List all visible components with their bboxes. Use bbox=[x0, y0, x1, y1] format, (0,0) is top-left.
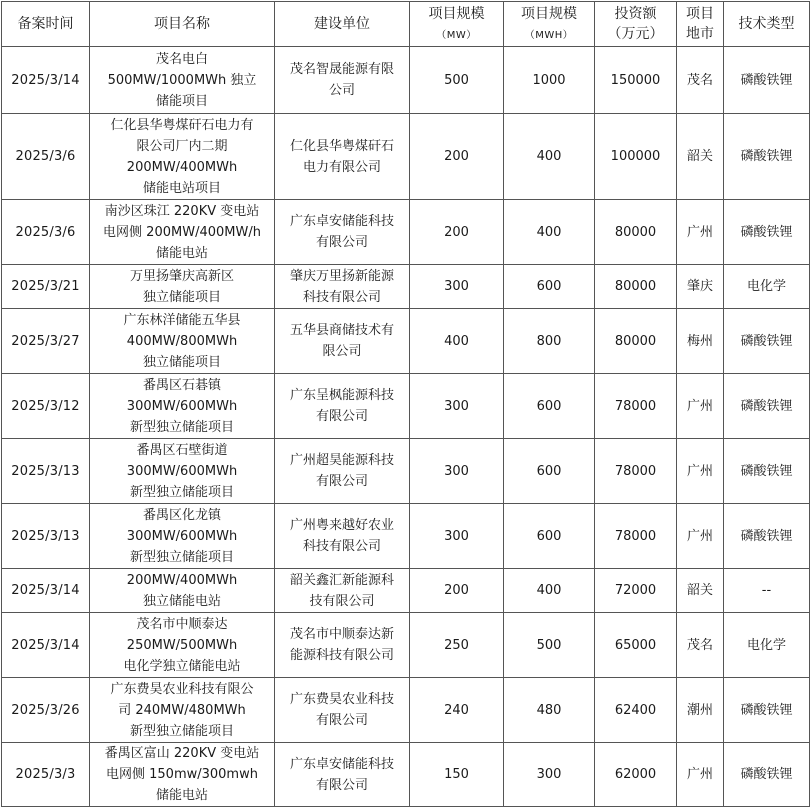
cell-tech-type: 磷酸铁锂 bbox=[724, 374, 810, 439]
cell-city: 广州 bbox=[677, 200, 724, 265]
table-row bbox=[2, 374, 810, 439]
cell-scale-mwh: 500 bbox=[504, 613, 595, 678]
cell-builder: 广州粤来越好农业 科技有限公司 bbox=[275, 504, 410, 569]
cell-tech-type: 电化学 bbox=[724, 613, 810, 678]
cell-city: 茂名 bbox=[677, 613, 724, 678]
cell-scale-mw: 150 bbox=[410, 743, 504, 807]
cell-date: 2025/3/14 bbox=[2, 569, 90, 613]
cell-tech-type: 磷酸铁锂 bbox=[724, 309, 810, 374]
cell-project-name: 番禺区富山 220KV 变电站 电网侧 150mw/300mwh 储能电站 bbox=[90, 743, 275, 807]
cell-investment: 62400 bbox=[595, 678, 677, 743]
cell-scale-mwh: 600 bbox=[504, 265, 595, 309]
cell-city: 茂名 bbox=[677, 47, 724, 114]
cell-city: 广州 bbox=[677, 439, 724, 504]
cell-builder: 广东费昊农业科技 有限公司 bbox=[275, 678, 410, 743]
cell-scale-mw: 400 bbox=[410, 309, 504, 374]
cell-builder: 茂名市中顺泰达新 能源科技有限公司 bbox=[275, 613, 410, 678]
cell-investment: 80000 bbox=[595, 309, 677, 374]
cell-tech-type: -- bbox=[724, 569, 810, 613]
cell-project-name: 番禺区化龙镇 300MW/600MWh 新型独立储能项目 bbox=[90, 504, 275, 569]
header-scale-mwh-unit: （MWH） bbox=[524, 29, 574, 41]
cell-tech-type: 磷酸铁锂 bbox=[724, 439, 810, 504]
header-row bbox=[2, 2, 810, 47]
cell-investment: 100000 bbox=[595, 114, 677, 200]
cell-scale-mw: 240 bbox=[410, 678, 504, 743]
cell-scale-mwh: 600 bbox=[504, 439, 595, 504]
cell-builder: 仁化县华粤煤矸石 电力有限公司 bbox=[275, 114, 410, 200]
cell-project-name: 番禺区石壁街道 300MW/600MWh 新型独立储能项目 bbox=[90, 439, 275, 504]
table-row bbox=[2, 309, 810, 374]
cell-project-name: 茂名电白 500MW/1000MWh 独立 储能项目 bbox=[90, 47, 275, 114]
cell-scale-mw: 200 bbox=[410, 114, 504, 200]
cell-investment: 62000 bbox=[595, 743, 677, 807]
cell-scale-mwh: 600 bbox=[504, 504, 595, 569]
cell-investment: 150000 bbox=[595, 47, 677, 114]
header-builder: 建设单位 bbox=[275, 2, 410, 47]
cell-tech-type: 电化学 bbox=[724, 265, 810, 309]
cell-project-name: 南沙区珠江 220KV 变电站 电网侧 200MW/400MW/h 储能电站 bbox=[90, 200, 275, 265]
cell-scale-mw: 500 bbox=[410, 47, 504, 114]
cell-scale-mwh: 400 bbox=[504, 114, 595, 200]
header-tech-type: 技术类型 bbox=[724, 2, 810, 47]
table-row bbox=[2, 265, 810, 309]
cell-scale-mw: 250 bbox=[410, 613, 504, 678]
cell-project-name: 茂名市中顺泰达 250MW/500MWh 电化学独立储能电站 bbox=[90, 613, 275, 678]
cell-city: 潮州 bbox=[677, 678, 724, 743]
cell-project-name: 广东费昊农业科技有限公 司 240MW/480MWh 新型独立储能项目 bbox=[90, 678, 275, 743]
header-scale-mw-unit: （MW） bbox=[436, 29, 477, 41]
cell-date: 2025/3/6 bbox=[2, 114, 90, 200]
cell-investment: 65000 bbox=[595, 613, 677, 678]
header-investment bbox=[595, 2, 677, 47]
header-investment-label: 投资额 bbox=[614, 6, 657, 22]
table-row bbox=[2, 569, 810, 613]
cell-scale-mwh: 480 bbox=[504, 678, 595, 743]
cell-investment: 80000 bbox=[595, 265, 677, 309]
cell-scale-mwh: 400 bbox=[504, 200, 595, 265]
cell-tech-type: 磷酸铁锂 bbox=[724, 678, 810, 743]
cell-investment: 80000 bbox=[595, 200, 677, 265]
header-scale-mwh-label: 项目规模 bbox=[521, 5, 577, 22]
cell-builder: 肇庆万里扬新能源 科技有限公司 bbox=[275, 265, 410, 309]
table-row bbox=[2, 47, 810, 114]
header-project-name: 项目名称 bbox=[90, 2, 275, 47]
cell-date: 2025/3/6 bbox=[2, 200, 90, 265]
cell-tech-type: 磷酸铁锂 bbox=[724, 114, 810, 200]
cell-builder: 茂名智晟能源有限 公司 bbox=[275, 47, 410, 114]
header-date: 备案时间 bbox=[2, 2, 90, 47]
cell-builder: 广东卓安储能科技 有限公司 bbox=[275, 743, 410, 807]
table-row bbox=[2, 439, 810, 504]
cell-project-name: 广东林洋储能五华县 400MW/800MWh 独立储能项目 bbox=[90, 309, 275, 374]
cell-builder: 广州超昊能源科技 有限公司 bbox=[275, 439, 410, 504]
table-row bbox=[2, 678, 810, 743]
cell-investment: 72000 bbox=[595, 569, 677, 613]
cell-scale-mwh: 600 bbox=[504, 374, 595, 439]
cell-tech-type: 磷酸铁锂 bbox=[724, 47, 810, 114]
cell-scale-mw: 300 bbox=[410, 374, 504, 439]
header-scale-mwh bbox=[504, 2, 595, 47]
cell-city: 肇庆 bbox=[677, 265, 724, 309]
cell-date: 2025/3/26 bbox=[2, 678, 90, 743]
cell-city: 广州 bbox=[677, 743, 724, 807]
table-row bbox=[2, 504, 810, 569]
cell-investment: 78000 bbox=[595, 374, 677, 439]
cell-project-name: 万里扬肇庆高新区 独立储能项目 bbox=[90, 265, 275, 309]
cell-scale-mwh: 400 bbox=[504, 569, 595, 613]
cell-tech-type: 磷酸铁锂 bbox=[724, 504, 810, 569]
storage-project-table bbox=[1, 1, 810, 807]
cell-investment: 78000 bbox=[595, 504, 677, 569]
cell-date: 2025/3/12 bbox=[2, 374, 90, 439]
cell-investment: 78000 bbox=[595, 439, 677, 504]
cell-city: 广州 bbox=[677, 374, 724, 439]
table-row bbox=[2, 613, 810, 678]
header-scale-mw-label: 项目规模 bbox=[428, 5, 485, 22]
header-city: 项目 地市 bbox=[677, 2, 724, 47]
cell-project-name: 仁化县华粤煤矸石电力有 限公司厂内二期 200MW/400MWh 储能电站项目 bbox=[90, 114, 275, 200]
cell-tech-type: 磷酸铁锂 bbox=[724, 200, 810, 265]
cell-builder: 广东呈枫能源科技 有限公司 bbox=[275, 374, 410, 439]
cell-scale-mwh: 300 bbox=[504, 743, 595, 807]
table-row bbox=[2, 200, 810, 265]
cell-city: 梅州 bbox=[677, 309, 724, 374]
cell-builder: 五华县商储技术有 限公司 bbox=[275, 309, 410, 374]
cell-scale-mwh: 800 bbox=[504, 309, 595, 374]
cell-date: 2025/3/13 bbox=[2, 504, 90, 569]
cell-city: 韶关 bbox=[677, 114, 724, 200]
cell-date: 2025/3/21 bbox=[2, 265, 90, 309]
cell-date: 2025/3/13 bbox=[2, 439, 90, 504]
cell-scale-mw: 300 bbox=[410, 439, 504, 504]
cell-city: 广州 bbox=[677, 504, 724, 569]
cell-tech-type: 磷酸铁锂 bbox=[724, 743, 810, 807]
header-investment-unit: （万元） bbox=[607, 26, 664, 42]
cell-scale-mw: 300 bbox=[410, 504, 504, 569]
cell-builder: 韶关鑫汇新能源科 技有限公司 bbox=[275, 569, 410, 613]
cell-project-name: 番禺区石碁镇 300MW/600MWh 新型独立储能项目 bbox=[90, 374, 275, 439]
cell-city: 韶关 bbox=[677, 569, 724, 613]
cell-date: 2025/3/14 bbox=[2, 47, 90, 114]
cell-project-name: 200MW/400MWh 独立储能电站 bbox=[90, 569, 275, 613]
cell-scale-mw: 300 bbox=[410, 265, 504, 309]
header-scale-mw bbox=[410, 2, 504, 47]
table-row bbox=[2, 114, 810, 200]
cell-scale-mw: 200 bbox=[410, 200, 504, 265]
cell-builder: 广东卓安储能科技 有限公司 bbox=[275, 200, 410, 265]
cell-scale-mw: 200 bbox=[410, 569, 504, 613]
table-row bbox=[2, 743, 810, 807]
cell-date: 2025/3/27 bbox=[2, 309, 90, 374]
cell-date: 2025/3/3 bbox=[2, 743, 90, 807]
table-body bbox=[2, 47, 810, 807]
cell-scale-mwh: 1000 bbox=[504, 47, 595, 114]
cell-date: 2025/3/14 bbox=[2, 613, 90, 678]
